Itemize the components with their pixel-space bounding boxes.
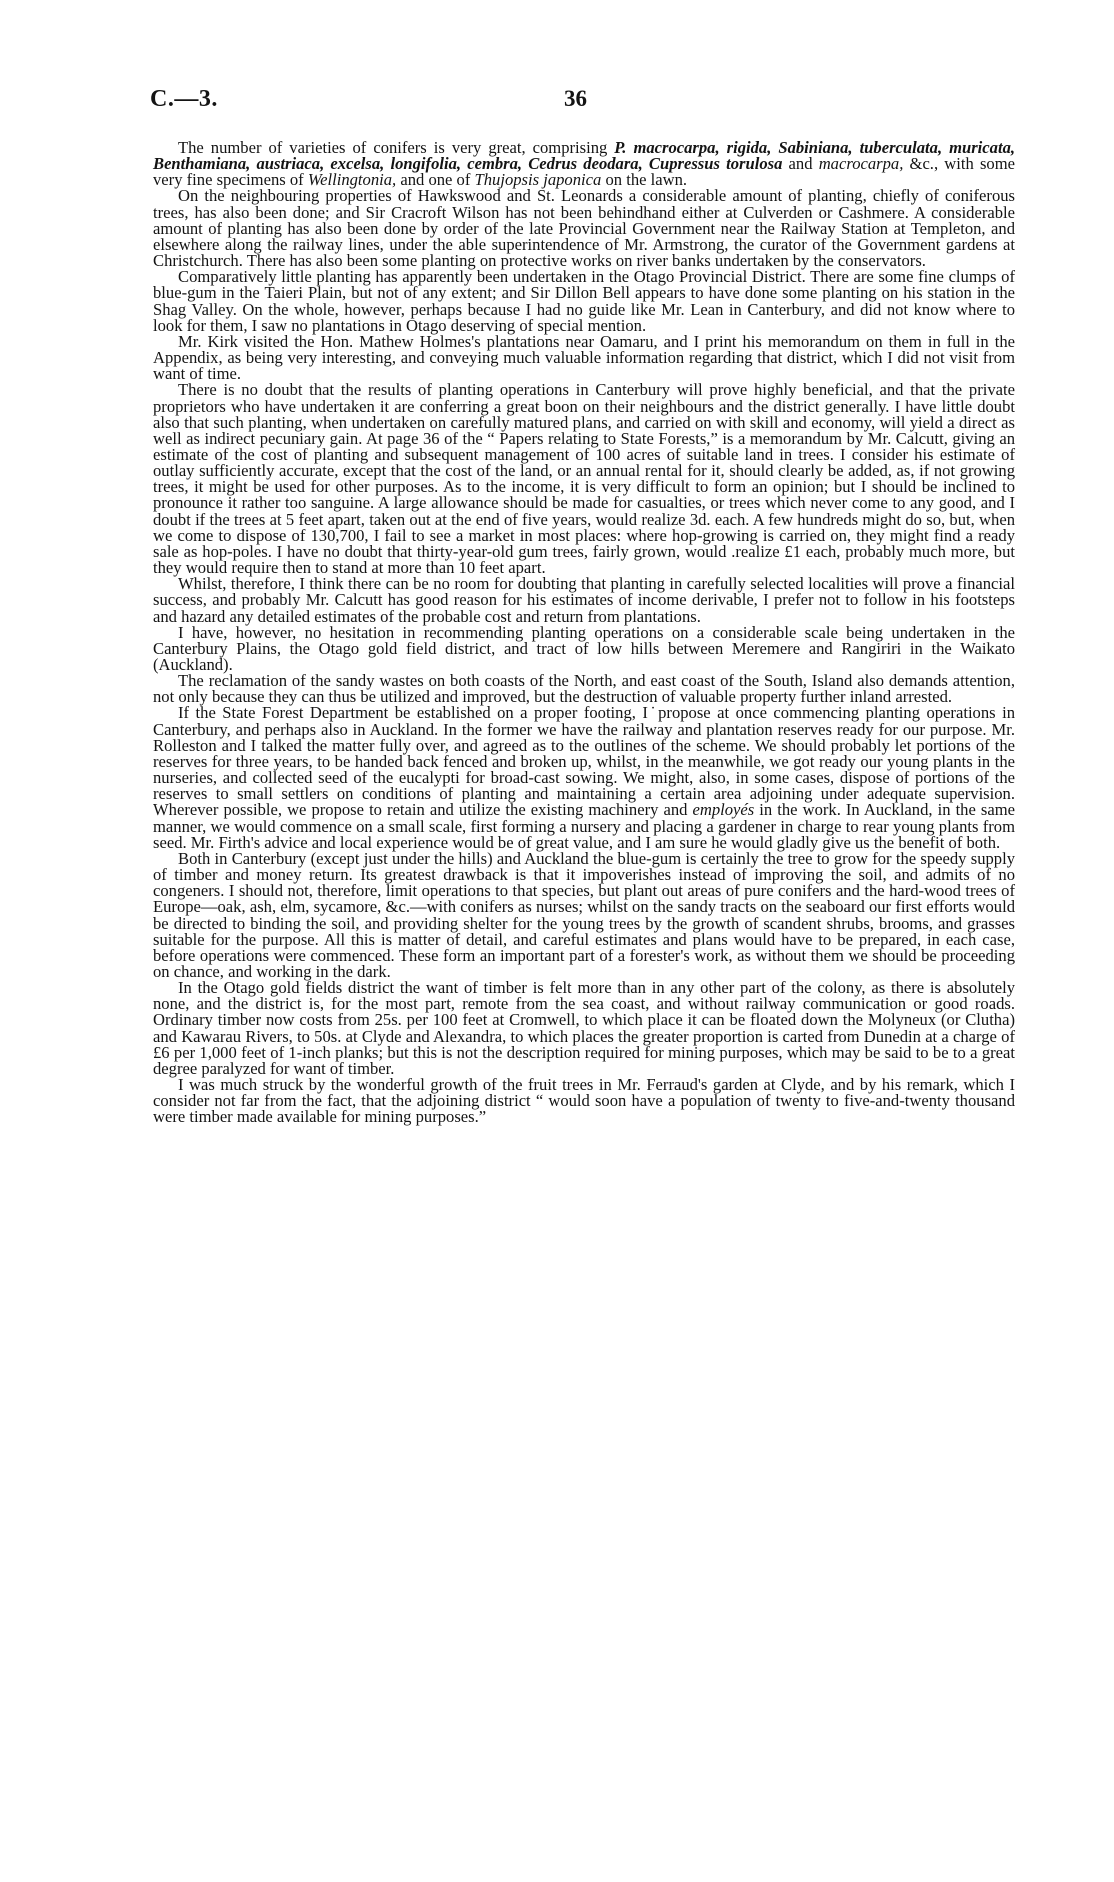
paragraph-2: On the neighbouring properties of Hawkswood and St. Leonards a considerable amount of planting, chiefly of coniferous trees, has also been done; and Sir Cracroft Wilson has not been behindhand either at Culverden or Cashmere. A considerable amount of planting has also been done by order of the late Provincial Government near the Railway Station at Templeton, and elsewhere along the railway lines, under the able superintendence of Mr. Armstrong, the curator of the Government gardens at Christchurch. There has also been some planting on protective works on river banks undertaken by the conservators. <box>153 186 1015 271</box>
paragraph-7: I have, however, no hesitation in recommending planting operations on a considerable scale being undertaken in the Canterbury Plains, the Otago gold field district, and tract of low hills between Meremere and Rangiriri in the Waikato (Auckland). <box>153 622 1015 674</box>
paragraph-12: I was much struck by the wonderful growth of the fruit trees in Mr. Ferraud's garden at Clyde, and by his remark, which I consider not far from the fact, that the adjoining district “ would soon have a population of twenty to five-and-twenty thousand were timber made available for mining purposes.” <box>153 1075 1015 1127</box>
paragraph-1: The number of varieties of conifers is very great, comprising P. macrocarpa, rigida, Sabiniana, tuberculata, muricata, Benthamiana, austriaca, excelsa, longifolia, cembra, Cedrus deodara, Cupressus torulosa and macrocarpa, &c., with some very fine specimens of Wellingtonia, and one of Thujopsis japonica on the lawn. <box>153 138 1016 190</box>
page-header <box>150 86 1013 122</box>
document-code: C.—3. <box>150 86 218 112</box>
paragraph-4: Mr. Kirk visited the Hon. Mathew Holmes's plantations near Oamaru, and I print his memorandum on them in full in the Appendix, as being very interesting, and conveying much valuable information regarding that district, which I did not visit from want of time. <box>153 331 1015 384</box>
paragraph-5: There is no doubt that the results of planting operations in Canterbury will prove highly beneficial, and that the private proprietors who have undertaken it are conferring a great boon on their neighbours and the district generally. I have little doubt also that such planting, when undertaken on carefully matured plans, and carried on with skill and economy, will yield a direct as well as indirect pecuniary gain. At page 36 of the “ Papers relating to State Forests,” is a memorandum by Mr. Calcutt, giving an estimate of the cost of planting and subsequent management of 100 acres of suitable land in trees. I consider his estimate of outlay sufficiently accurate, except that the cost of the land, or an annual rental for it, should clearly be added, as, if not growing trees, it might be used for other purposes. As to the income, it is very difficult to form an opinion; but I should be inclined to pronounce it rather too sanguine. A large allowance should be made for casualties, or trees which never come to any good, and I doubt if the trees at 5 feet apart, taken out at the end of five years, would realize 3d. each. A few hundreds might do so, but, when we come to dispose of 130,700, I fail to see a market in most places: where hop-growing is carried on, they might find a ready sale as hop-poles. I have no doubt that thirty-year-old gum trees, fairly grown, would .realize £1 each, probably much more, but they would require then to stand at more than 10 feet apart. <box>153 380 1015 578</box>
paragraph-6: Whilst, therefore, I think there can be no room for doubting that planting in carefully selected localities will prove a financial success, and probably Mr. Calcutt has good reason for his estimates of income derivable, I prefer not to follow in his footsteps and hazard any detailed estimates of the probable cost and return from plantations. <box>153 574 1015 626</box>
species-macrocarpa: macrocarpa, <box>818 154 904 174</box>
word-employes: employés <box>692 800 755 820</box>
paragraph-3: Comparatively little planting has apparently been undertaken in the Otago Provincial District. There are some fine clumps of blue-gum in the Taieri Plain, but not of any extent; and Sir Dillon Bell appears to have done some planting on his station in the Shag Valley. On the whole, however, perhaps because I had no guide like Mr. Lean in Canterbury, and did not know where to look for them, I saw no plantations in Otago deserving of special mention. <box>153 267 1015 335</box>
paragraph-11: In the Otago gold fields district the want of timber is felt more than in any other part of the colony, as there is absolutely none, and the district is, for the most part, remote from the sea coast, and without railway communication or good roads. Ordinary timber now costs from 25s. per 100 feet at Cromwell, to which place it can be floated down the Molyneux (or Clutha) and Kawarau Rivers, to 50s. at Clyde and Alexandra, to which places the greater proportion is carted from Dunedin at a charge of £6 per 1,000 feet of 1-inch planks; but this is not the description required for mining purposes, which may be said to be to a great degree paralyzed for want of timber. <box>153 978 1015 1078</box>
paragraph-10: Both in Canterbury (except just under the hills) and Auckland the blue-gum is certainly the tree to grow for the speedy supply of timber and money return. Its greatest drawback is that it impoverishes instead of improving the soil, and admits of no congeners. I should not, therefore, limit operations to that species, but plant out areas of pure conifers and the hard-wood trees of Europe—oak, ash, elm, sycamore, &c.—with conifers as nurses; whilst on the sandy tracts on the seaboard our first efforts would be directed to binding the soil, and providing shelter for the young trees by the growth of scandent shrubs, brooms, and grasses suitable for the purpose. All this is matter of detail, and careful estimates and plans would have to be prepared, in each case, before operations were commenced. These form an important part of a forester's work, as without them we should be proceeding on chance, and working in the dark. <box>153 848 1015 981</box>
body-text <box>153 140 1015 1126</box>
page-number: 36 <box>564 86 587 111</box>
paragraph-9: If the State Forest Department be established on a proper footing, I˙propose at once commencing planting operations in Canterbury, and perhaps also in Auckland. In the former we have the railway and plantation reserves ready for our purpose. Mr. Rolleston and I talked the matter fully over, and agreed as to the outlines of the scheme. We should probably let portions of the reserves for three years, to be handed back fenced and broken up, whilst, in the meanwhile, we got ready our young plants in the nurseries, and collected seed of the eucalypti for broad-cast sowing. We might, also, in some cases, dispose of portions of the reserves to small settlers on conditions of planting and maintaining a certain area adjoining under adequate supervision. Wherever possible, we propose to retain and utilize the existing machinery and employés in the work. In Auckland, in the same manner, we would commence on a small scale, first forming a nursery and placing a gardener in charge to rear young plants from seed. Mr. Firth's advice and local experience would be of great value, and I am sure he would gladly give us the benefit of both. <box>153 703 1015 852</box>
species-list: P. macrocarpa, rigida, Sabiniana, tuberculata, muricata, Benthamiana, austriaca, excelsa, longifolia, cembra, Cedrus deodara, Cupressus torulosa <box>153 138 1016 174</box>
species-thujopsis: Thujopsis japonica <box>474 170 602 190</box>
species-wellingtonia: Wellingtonia, <box>307 170 397 190</box>
paragraph-8: The reclamation of the sandy wastes on both coasts of the North, and east coast of the South, Island also demands attention, not only because they can thus be utilized and improved, but the destruction of valuable property further inland arrested. <box>153 671 1015 707</box>
